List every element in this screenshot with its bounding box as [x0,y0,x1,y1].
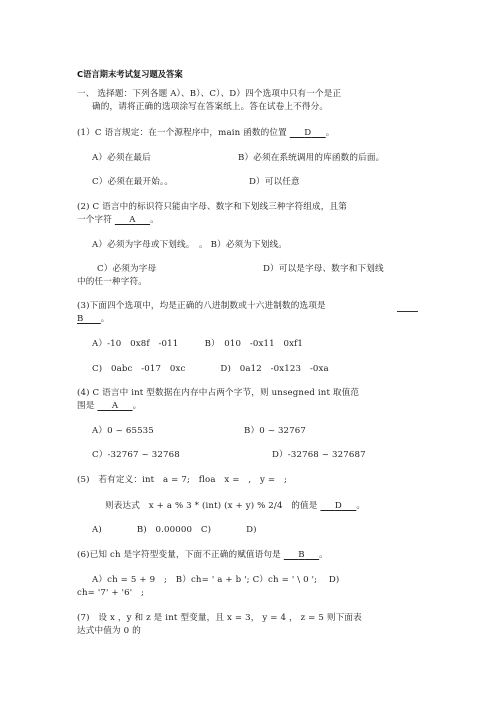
question-6-options-line1: A）ch = 5 + 9 ; B）ch= ' a + b '; C）ch = ' \ 0 '; D) [92,575,340,585]
document-title: C语言期末考试复习题及答案 [77,69,183,79]
question-6-answer: B [298,550,305,560]
question-2-text: 一个字符 [77,215,112,225]
question-5-expression [105,501,365,512]
question-3-stem: (3)下面四个选项中，均是正确的八进制数或十六进制数的选项是 [77,301,326,311]
question-2-answer: A [129,215,136,225]
question-5-answer: D [334,501,342,511]
question-3-answer-line [77,314,110,325]
question-6-text: (6)已知 ch 是字符型变量，下面不正确的赋值语句是 [77,550,281,560]
question-4-option-a: A）0 ~ 65535 [92,426,154,436]
question-3-tail: 。 [100,314,110,324]
question-2-option-d-cont: 中的任一种字符。 [77,277,147,287]
question-5-options: A) B) 0.00000 C) D) [92,525,257,535]
question-4-answer: A [111,401,119,411]
question-3-answer-pad [83,314,100,324]
question-1-stem [77,128,334,139]
question-4-tail: 。 [132,401,142,411]
question-7-stem-line2: 达式中值为 0 的 [77,626,141,636]
question-4-stem-line1: (4) C 语言中 int 型数据在内存中占两个字节，则 unsegned int 取值范 [77,388,360,398]
question-2-stem-line1: (2) C 语言中的标识符只能由字母、数字和下划线三种字符组成，且第 [77,202,347,212]
question-4-stem-line2 [77,401,141,412]
question-1-option-b: B）必须在系统调用的库函数的后面。 [238,153,385,163]
question-4-option-c: C）-32767 ~ 32768 [92,450,180,460]
section-heading-line2: 确的，请将正确的选项涂写在答案纸上。答在试卷上不得分。 [92,102,329,112]
question-4-option-b: B）0 ~ 32767 [244,426,307,436]
question-3-answer: B [77,314,84,324]
question-6-tail: 。 [319,550,328,560]
question-1-option-c: C）必须在最开始。。 [92,177,174,187]
question-2-stem-line2 [77,215,159,226]
question-7-stem-line1: (7) 设 x ，y 和 z 是 int 型变量，且 x = 3， y = 4 ， z = 5 则下面表 [77,613,362,623]
question-1-answer: D [304,128,312,138]
section-heading-line1: 一、 选择题：下列各题 A）、B）、C）、D）四个选项中只有一个是正 [77,89,342,99]
question-3-blank-line [397,311,418,312]
question-6-stem [77,550,328,561]
question-3-option-cd: C) 0abc -017 0xc D) 0a12 -0x123 -0xa [92,364,329,374]
question-2-option-c: C）必须为字母 [97,264,157,274]
question-1-option-a: A）必须在最后 [92,153,151,163]
question-5-text: 则表达式 x + a % 3 * (int) (x + y) % 2/4 的值是 [105,501,318,511]
question-6-options-line2: ch= '7' + '6' ; [77,588,145,598]
question-1-option-d: D）可以任意 [249,177,300,187]
question-1-tail: 。 [325,128,335,138]
question-1-text: (1）C 语言规定：在一个源程序中，main 函数的位置 [77,128,287,138]
question-5-tail: 。 [356,501,366,511]
question-4-option-d: D）-32768 ~ 327687 [272,450,366,460]
question-2-option-ab: A）必须为字母或下划线。 。 B）必须为下划线。 [92,240,288,250]
question-3-option-ab: A）-10 0x8f -011 B） 010 -0x11 0xf1 [92,339,304,349]
question-4-text: 围是 [77,401,95,411]
question-2-option-d: D）可以是字母、数字和下划线 [263,264,384,274]
question-5-stem: (5) 若有定义：int a = 7; floa x = , y = ; [77,475,288,485]
question-2-tail: 。 [150,215,159,225]
